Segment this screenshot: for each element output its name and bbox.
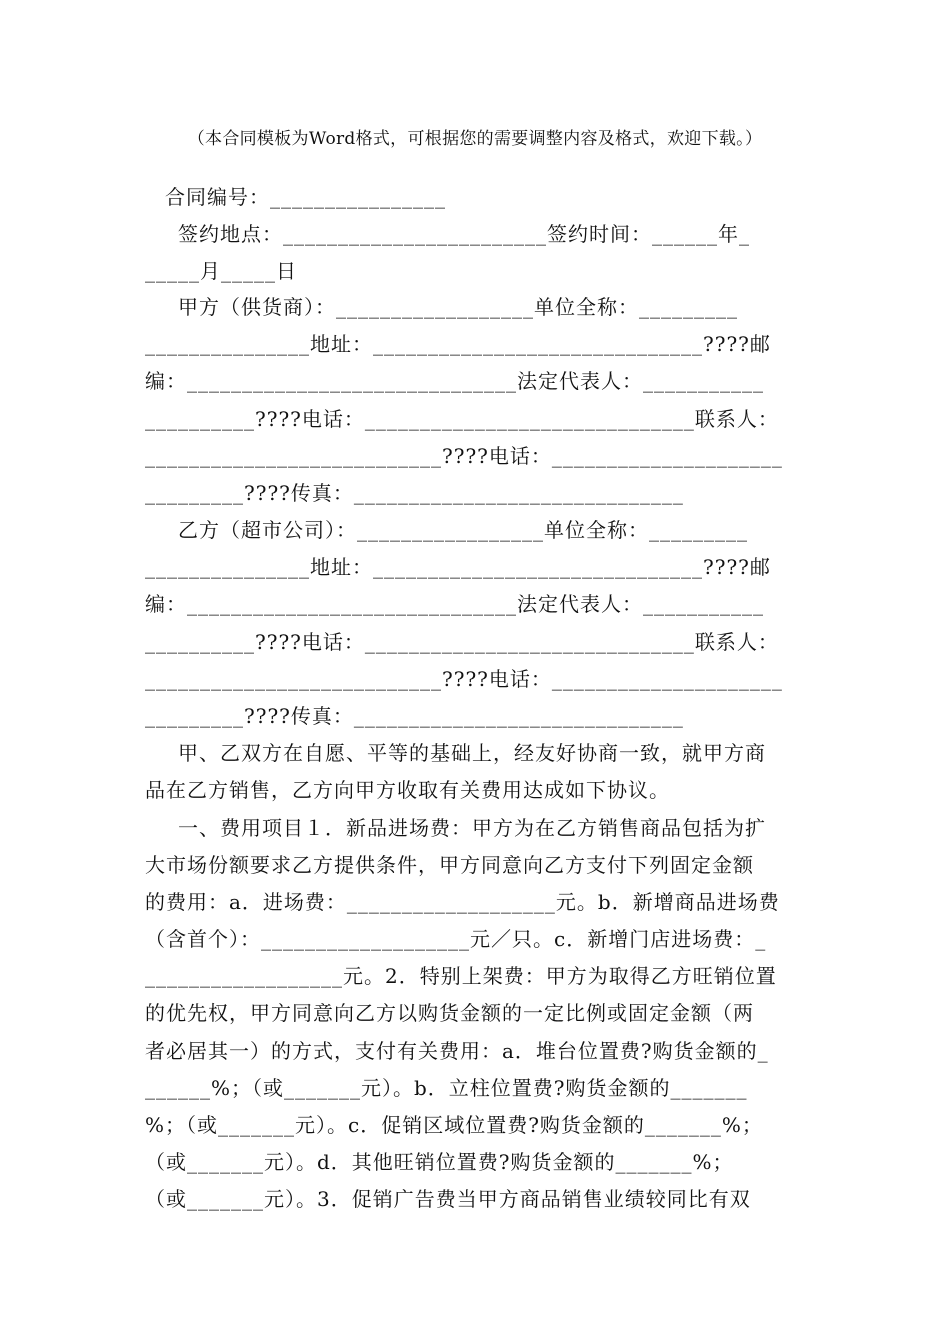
template-note: （本合同模板为Word格式，可根据您的需要调整内容及格式，欢迎下载。） <box>187 129 763 149</box>
fee-items-line-4: （含首个）：___________________元／只。c．新增门店进场费：_ <box>145 927 767 951</box>
party-a-address-line: _______________地址：______________________________????邮 <box>145 332 771 356</box>
fee-items-line-10: （或_______元）。d．其他旺销位置费?购货金额的_______%； <box>145 1150 734 1174</box>
fee-items-line-9: %；（或_______元）。c．促销区域位置费?购货金额的_______%； <box>145 1113 763 1137</box>
fee-items-line-7: 者必居其一）的方式，支付有关费用：a．堆台位置费?购货金额的_ <box>145 1039 769 1063</box>
party-b-postcode-line: 编：______________________________法定代表人：___________ <box>145 592 764 616</box>
party-b-phone-line: __________????电话：______________________________联系人： <box>145 630 779 654</box>
contract-number-line: 合同编号：________________ <box>165 185 446 209</box>
fee-items-line-1: 一、费用项目１．新品进场费：甲方为在乙方销售商品包括为扩 <box>178 816 766 840</box>
party-a-phone-line: __________????电话：______________________________联系人： <box>145 407 779 431</box>
fee-items-line-8: ______%；（或_______元）。b．立柱位置费?购货金额的_______ <box>145 1076 748 1100</box>
party-b-title-line: 乙方（超市公司）：_________________单位全称：_________ <box>178 518 748 542</box>
signing-date-line: _____月_____日 <box>145 259 297 283</box>
signing-place-line: 签约地点：________________________签约时间：______年_ <box>178 222 750 246</box>
fee-items-line-5: __________________元。2．特别上架费：甲方为取得乙方旺销位置 <box>145 964 777 988</box>
party-b-address-line: _______________地址：______________________________????邮 <box>145 555 771 579</box>
fee-items-line-11: （或_______元）。3．促销广告费当甲方商品销售业绩较同比有双 <box>145 1187 751 1211</box>
party-b-contact-phone-line: ___________________________????电话：_____________________ <box>145 667 783 691</box>
fee-items-line-3: 的费用：a．进场费：___________________元。b．新增商品进场费 <box>145 890 780 914</box>
agreement-intro-line-2: 品在乙方销售，乙方向甲方收取有关费用达成如下协议。 <box>145 778 670 802</box>
party-a-fax-line: _________????传真：______________________________ <box>145 481 684 505</box>
agreement-intro-line-1: 甲、乙双方在自愿、平等的基础上，经友好协商一致，就甲方商 <box>178 741 766 765</box>
party-a-title-line: 甲方（供货商）：__________________单位全称：_________ <box>178 295 738 319</box>
party-b-fax-line: _________????传真：______________________________ <box>145 704 684 728</box>
party-a-postcode-line: 编：______________________________法定代表人：___________ <box>145 369 764 393</box>
party-a-contact-phone-line: ___________________________????电话：_____________________ <box>145 444 783 468</box>
fee-items-line-2: 大市场份额要求乙方提供条件，甲方同意向乙方支付下列固定金额 <box>145 853 754 877</box>
fee-items-line-6: 的优先权，甲方同意向乙方以购货金额的一定比例或固定金额（两 <box>145 1001 754 1025</box>
